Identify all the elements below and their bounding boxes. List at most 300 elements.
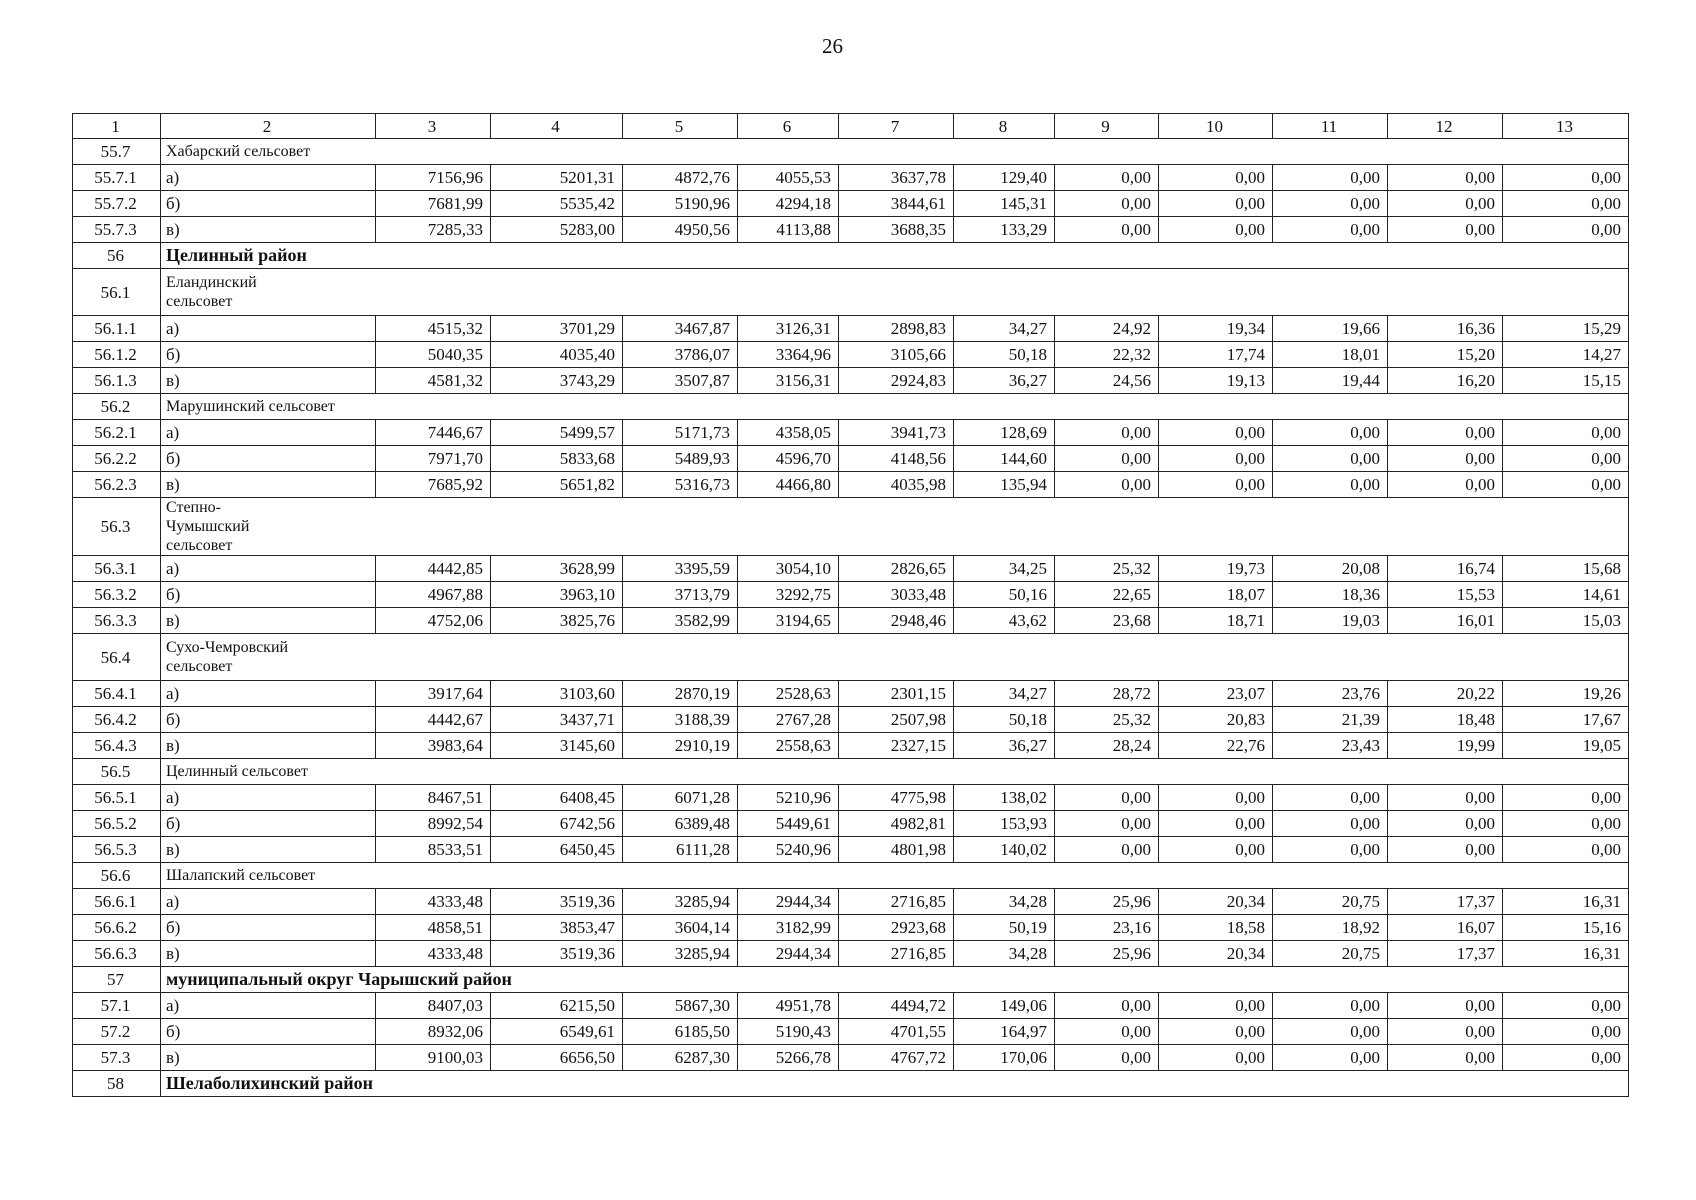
value-cell: 7285,33 [376,217,491,243]
value-cell: 19,44 [1273,368,1388,394]
value-cell: 6185,50 [623,1019,738,1045]
value-cell: 16,20 [1388,368,1503,394]
value-cell: 5190,96 [623,191,738,217]
section-title-text: Еландинский сельсовет [166,274,257,310]
value-cell: 0,00 [1503,420,1629,446]
value-cell: 21,39 [1273,707,1388,733]
column-number: 6 [738,114,839,139]
value-cell: 0,00 [1273,420,1388,446]
value-cell: 4752,06 [376,608,491,634]
value-cell: 15,15 [1503,368,1629,394]
table-body [73,114,1629,1097]
value-cell: 0,00 [1388,217,1503,243]
value-cell: 16,31 [1503,889,1629,915]
table-row [73,785,1629,811]
value-cell: 19,05 [1503,733,1629,759]
value-cell: 34,27 [954,316,1055,342]
row-code: 56.1 [73,269,161,316]
value-cell: 3743,29 [491,368,623,394]
value-cell: 0,00 [1273,472,1388,498]
value-cell: 34,28 [954,941,1055,967]
value-cell: 18,48 [1388,707,1503,733]
value-cell: 15,20 [1388,342,1503,368]
row-code: 57.3 [73,1045,161,1071]
value-cell: 3364,96 [738,342,839,368]
value-cell: 18,36 [1273,582,1388,608]
value-cell: 5266,78 [738,1045,839,1071]
value-cell: 16,36 [1388,316,1503,342]
row-label: в) [161,217,376,243]
table-row [73,889,1629,915]
table-row [73,316,1629,342]
value-cell: 0,00 [1503,837,1629,863]
value-cell: 24,56 [1055,368,1159,394]
row-label: б) [161,1019,376,1045]
value-cell: 2716,85 [839,889,954,915]
value-cell: 3285,94 [623,941,738,967]
value-cell: 2507,98 [839,707,954,733]
row-code: 56.4 [73,634,161,681]
value-cell: 43,62 [954,608,1055,634]
value-cell: 0,00 [1159,993,1273,1019]
row-label: б) [161,342,376,368]
value-cell: 0,00 [1159,420,1273,446]
table-row [73,941,1629,967]
value-cell: 22,76 [1159,733,1273,759]
value-cell: 3963,10 [491,582,623,608]
row-label: б) [161,582,376,608]
section-title [161,967,1629,993]
table-row [73,915,1629,941]
value-cell: 17,37 [1388,889,1503,915]
value-cell: 140,02 [954,837,1055,863]
section-title-text: Сухо-Чемровский сельсовет [166,639,289,675]
row-label: б) [161,191,376,217]
value-cell: 34,25 [954,556,1055,582]
value-cell: 2948,46 [839,608,954,634]
row-label: в) [161,837,376,863]
section-row [73,139,1629,165]
value-cell: 28,72 [1055,681,1159,707]
value-cell: 50,18 [954,342,1055,368]
column-number: 11 [1273,114,1388,139]
value-cell: 2528,63 [738,681,839,707]
section-title-text: Целинный район [166,245,307,265]
value-cell: 3467,87 [623,316,738,342]
value-cell: 0,00 [1388,811,1503,837]
value-cell: 2327,15 [839,733,954,759]
value-cell: 0,00 [1055,165,1159,191]
row-label: в) [161,941,376,967]
value-cell: 3604,14 [623,915,738,941]
value-cell: 0,00 [1159,472,1273,498]
value-cell: 20,34 [1159,889,1273,915]
row-code: 57.2 [73,1019,161,1045]
value-cell: 170,06 [954,1045,1055,1071]
value-cell: 3182,99 [738,915,839,941]
column-number: 5 [623,114,738,139]
value-cell: 4333,48 [376,941,491,967]
row-code: 56.1.2 [73,342,161,368]
value-cell: 4872,76 [623,165,738,191]
column-number: 10 [1159,114,1273,139]
value-cell: 0,00 [1159,811,1273,837]
value-cell: 0,00 [1159,1045,1273,1071]
section-title-text: муниципальный округ Чарышский район [166,969,512,989]
value-cell: 7685,92 [376,472,491,498]
value-cell: 23,43 [1273,733,1388,759]
value-cell: 3582,99 [623,608,738,634]
value-cell: 18,71 [1159,608,1273,634]
value-cell: 19,26 [1503,681,1629,707]
value-cell: 5489,93 [623,446,738,472]
section-title [161,498,1629,556]
value-cell: 5535,42 [491,191,623,217]
value-cell: 0,00 [1055,217,1159,243]
value-cell: 3437,71 [491,707,623,733]
value-cell: 5171,73 [623,420,738,446]
value-cell: 4035,98 [839,472,954,498]
row-label: а) [161,556,376,582]
section-title [161,243,1629,269]
value-cell: 128,69 [954,420,1055,446]
row-code: 56.3 [73,498,161,556]
value-cell: 18,07 [1159,582,1273,608]
value-cell: 4951,78 [738,993,839,1019]
value-cell: 0,00 [1055,811,1159,837]
value-cell: 0,00 [1503,1045,1629,1071]
value-cell: 3825,76 [491,608,623,634]
value-cell: 50,19 [954,915,1055,941]
value-cell: 7681,99 [376,191,491,217]
value-cell: 4515,32 [376,316,491,342]
value-cell: 0,00 [1388,472,1503,498]
row-code: 56.6.3 [73,941,161,967]
value-cell: 36,27 [954,733,1055,759]
value-cell: 25,96 [1055,889,1159,915]
value-cell: 2716,85 [839,941,954,967]
value-cell: 0,00 [1273,217,1388,243]
table-row [73,733,1629,759]
value-cell: 24,92 [1055,316,1159,342]
value-cell: 4055,53 [738,165,839,191]
row-code: 56.2.2 [73,446,161,472]
value-cell: 6549,61 [491,1019,623,1045]
value-cell: 0,00 [1273,1019,1388,1045]
value-cell: 15,03 [1503,608,1629,634]
section-row [73,394,1629,420]
value-cell: 50,18 [954,707,1055,733]
row-label: б) [161,707,376,733]
value-cell: 0,00 [1159,165,1273,191]
table-row [73,811,1629,837]
value-cell: 3292,75 [738,582,839,608]
row-label: в) [161,1045,376,1071]
row-code: 56 [73,243,161,269]
value-cell: 0,00 [1055,785,1159,811]
row-label: а) [161,420,376,446]
row-code: 56.4.3 [73,733,161,759]
value-cell: 0,00 [1159,785,1273,811]
value-cell: 4333,48 [376,889,491,915]
value-cell: 3853,47 [491,915,623,941]
row-label: б) [161,446,376,472]
section-title [161,1071,1629,1097]
tariff-table [72,113,1629,1097]
value-cell: 2870,19 [623,681,738,707]
value-cell: 0,00 [1159,217,1273,243]
value-cell: 3103,60 [491,681,623,707]
value-cell: 133,29 [954,217,1055,243]
value-cell: 34,27 [954,681,1055,707]
column-number: 8 [954,114,1055,139]
value-cell: 20,75 [1273,941,1388,967]
value-cell: 0,00 [1055,1019,1159,1045]
value-cell: 3786,07 [623,342,738,368]
table-row [73,191,1629,217]
table-row [73,165,1629,191]
row-code: 56.6.2 [73,915,161,941]
section-row [73,759,1629,785]
row-label: а) [161,785,376,811]
value-cell: 22,65 [1055,582,1159,608]
row-label: а) [161,889,376,915]
row-code: 56.3.3 [73,608,161,634]
section-title [161,863,1629,889]
value-cell: 18,58 [1159,915,1273,941]
value-cell: 17,37 [1388,941,1503,967]
column-number: 13 [1503,114,1629,139]
value-cell: 5201,31 [491,165,623,191]
value-cell: 2910,19 [623,733,738,759]
value-cell: 4967,88 [376,582,491,608]
value-cell: 3054,10 [738,556,839,582]
row-code: 57 [73,967,161,993]
row-code: 55.7.1 [73,165,161,191]
value-cell: 14,27 [1503,342,1629,368]
value-cell: 5833,68 [491,446,623,472]
value-cell: 4801,98 [839,837,954,863]
value-cell: 16,01 [1388,608,1503,634]
value-cell: 3188,39 [623,707,738,733]
value-cell: 19,34 [1159,316,1273,342]
section-row [73,269,1629,316]
row-label: б) [161,811,376,837]
value-cell: 6742,56 [491,811,623,837]
value-cell: 3156,31 [738,368,839,394]
value-cell: 3688,35 [839,217,954,243]
value-cell: 19,03 [1273,608,1388,634]
section-title-text: Шелаболихинский район [166,1073,373,1093]
value-cell: 4494,72 [839,993,954,1019]
value-cell: 4358,05 [738,420,839,446]
value-cell: 5240,96 [738,837,839,863]
table-row [73,217,1629,243]
value-cell: 4858,51 [376,915,491,941]
value-cell: 19,13 [1159,368,1273,394]
value-cell: 135,94 [954,472,1055,498]
value-cell: 2898,83 [839,316,954,342]
row-code: 56.3.1 [73,556,161,582]
value-cell: 20,83 [1159,707,1273,733]
table-row [73,420,1629,446]
section-title [161,394,1629,420]
value-cell: 5499,57 [491,420,623,446]
value-cell: 20,34 [1159,941,1273,967]
value-cell: 7156,96 [376,165,491,191]
value-cell: 8407,03 [376,993,491,1019]
value-cell: 0,00 [1159,837,1273,863]
column-number: 3 [376,114,491,139]
value-cell: 4148,56 [839,446,954,472]
value-cell: 16,31 [1503,941,1629,967]
row-code: 58 [73,1071,161,1097]
table-row [73,707,1629,733]
value-cell: 0,00 [1503,785,1629,811]
value-cell: 4035,40 [491,342,623,368]
column-number: 7 [839,114,954,139]
value-cell: 4442,85 [376,556,491,582]
value-cell: 0,00 [1503,811,1629,837]
value-cell: 7971,70 [376,446,491,472]
value-cell: 17,74 [1159,342,1273,368]
value-cell: 4982,81 [839,811,954,837]
value-cell: 0,00 [1273,446,1388,472]
section-title-text: Марушинский сельсовет [166,398,335,415]
value-cell: 0,00 [1388,165,1503,191]
table-row [73,1045,1629,1071]
value-cell: 2767,28 [738,707,839,733]
value-cell: 0,00 [1503,446,1629,472]
row-code: 56.2.3 [73,472,161,498]
value-cell: 8932,06 [376,1019,491,1045]
value-cell: 4442,67 [376,707,491,733]
section-title [161,139,1629,165]
value-cell: 20,22 [1388,681,1503,707]
value-cell: 0,00 [1503,217,1629,243]
value-cell: 0,00 [1273,785,1388,811]
value-cell: 0,00 [1159,446,1273,472]
value-cell: 149,06 [954,993,1055,1019]
value-cell: 4113,88 [738,217,839,243]
value-cell: 19,99 [1388,733,1503,759]
value-cell: 23,76 [1273,681,1388,707]
value-cell: 6450,45 [491,837,623,863]
column-number: 12 [1388,114,1503,139]
value-cell: 4466,80 [738,472,839,498]
value-cell: 34,28 [954,889,1055,915]
value-cell: 0,00 [1273,1045,1388,1071]
value-cell: 3844,61 [839,191,954,217]
column-number: 4 [491,114,623,139]
value-cell: 0,00 [1055,1045,1159,1071]
value-cell: 2923,68 [839,915,954,941]
value-cell: 0,00 [1388,446,1503,472]
value-cell: 4581,32 [376,368,491,394]
section-row [73,967,1629,993]
value-cell: 2944,34 [738,941,839,967]
value-cell: 3983,64 [376,733,491,759]
value-cell: 3395,59 [623,556,738,582]
value-cell: 0,00 [1388,993,1503,1019]
value-cell: 25,32 [1055,707,1159,733]
value-cell: 0,00 [1388,785,1503,811]
value-cell: 0,00 [1273,837,1388,863]
value-cell: 4294,18 [738,191,839,217]
table-row [73,342,1629,368]
value-cell: 9100,03 [376,1045,491,1071]
value-cell: 6656,50 [491,1045,623,1071]
column-number: 1 [73,114,161,139]
value-cell: 0,00 [1388,420,1503,446]
value-cell: 3105,66 [839,342,954,368]
value-cell: 25,32 [1055,556,1159,582]
section-row [73,243,1629,269]
value-cell: 8533,51 [376,837,491,863]
table-row [73,993,1629,1019]
section-title-text: Степно-Чумышский сельсовет [166,499,250,554]
row-code: 57.1 [73,993,161,1019]
value-cell: 4775,98 [839,785,954,811]
value-cell: 3628,99 [491,556,623,582]
value-cell: 25,96 [1055,941,1159,967]
value-cell: 4596,70 [738,446,839,472]
value-cell: 6215,50 [491,993,623,1019]
value-cell: 5040,35 [376,342,491,368]
value-cell: 20,75 [1273,889,1388,915]
value-cell: 0,00 [1055,446,1159,472]
table-row [73,582,1629,608]
section-row [73,863,1629,889]
row-code: 56.1.3 [73,368,161,394]
section-title-text: Шалапский сельсовет [166,867,316,884]
value-cell: 4701,55 [839,1019,954,1045]
value-cell: 36,27 [954,368,1055,394]
row-code: 56.6.1 [73,889,161,915]
row-code: 56.2.1 [73,420,161,446]
value-cell: 3941,73 [839,420,954,446]
row-code: 56.1.1 [73,316,161,342]
value-cell: 5210,96 [738,785,839,811]
row-code: 56.2 [73,394,161,420]
value-cell: 8992,54 [376,811,491,837]
value-cell: 2826,65 [839,556,954,582]
row-code: 56.5.2 [73,811,161,837]
value-cell: 14,61 [1503,582,1629,608]
column-number: 9 [1055,114,1159,139]
value-cell: 23,68 [1055,608,1159,634]
row-label: в) [161,733,376,759]
row-code: 56.3.2 [73,582,161,608]
value-cell: 3145,60 [491,733,623,759]
value-cell: 17,67 [1503,707,1629,733]
value-cell: 15,16 [1503,915,1629,941]
value-cell: 0,00 [1388,1045,1503,1071]
table-row [73,681,1629,707]
value-cell: 5316,73 [623,472,738,498]
row-code: 56.6 [73,863,161,889]
value-cell: 0,00 [1273,165,1388,191]
value-cell: 5449,61 [738,811,839,837]
value-cell: 0,00 [1273,811,1388,837]
table-row [73,837,1629,863]
value-cell: 0,00 [1055,993,1159,1019]
value-cell: 5651,82 [491,472,623,498]
value-cell: 0,00 [1388,191,1503,217]
section-row [73,1071,1629,1097]
row-label: в) [161,608,376,634]
table-row [73,446,1629,472]
